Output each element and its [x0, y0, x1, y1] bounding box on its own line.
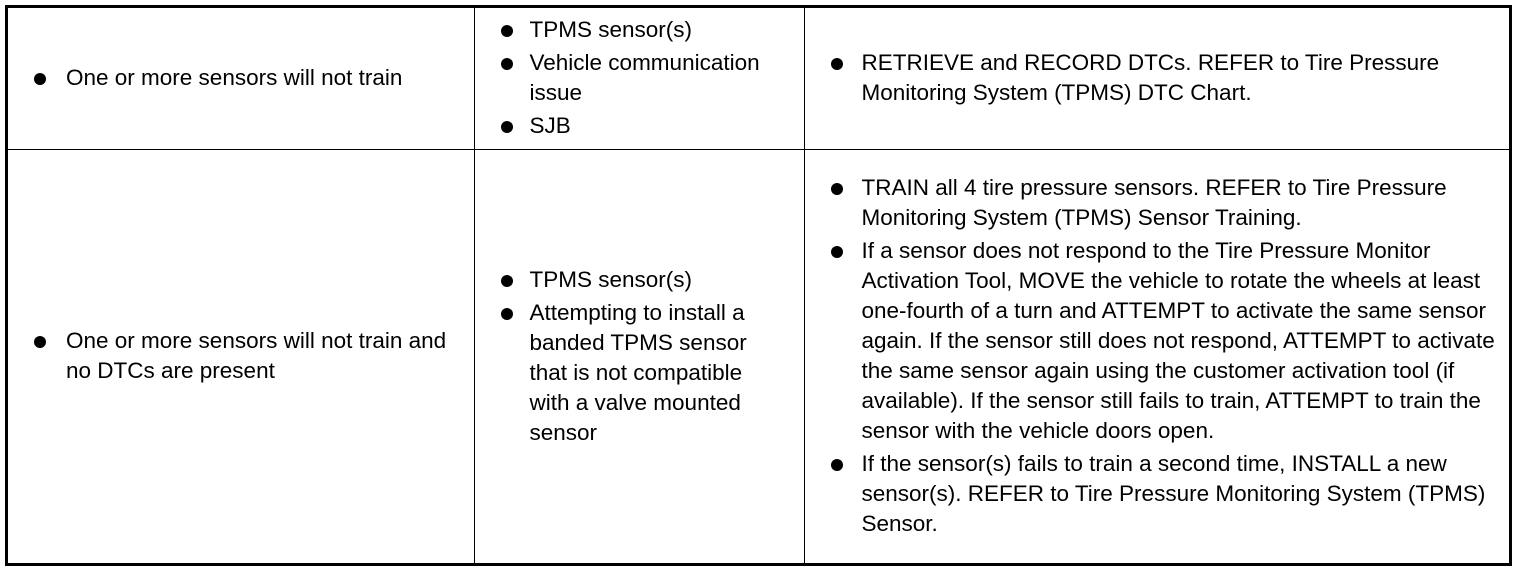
- bullet-icon: [831, 58, 843, 70]
- list-item: [805, 48, 1510, 108]
- source-text: TPMS sensor(s): [529, 17, 693, 43]
- source-text: Attempting to install a banded TPMS sensor that is not compatible with a valve mounted sensor: [529, 299, 747, 445]
- diagnostic-table-frame: [5, 5, 1512, 566]
- list-item: [475, 298, 804, 448]
- source-text: SJB: [529, 113, 571, 139]
- possible-sources-list: [475, 15, 804, 141]
- bullet-icon: [501, 121, 513, 133]
- condition-text: One or more sensors will not train: [66, 65, 403, 91]
- bullet-icon: [831, 459, 843, 471]
- bullet-icon: [501, 25, 513, 37]
- condition-list: [8, 63, 474, 93]
- list-item: [805, 449, 1510, 539]
- list-item: [475, 48, 804, 108]
- action-cell: [804, 8, 1509, 149]
- list-item: [805, 173, 1510, 233]
- action-text: If the sensor(s) fails to train a second time, INSTALL a new sensor(s). REFER to Tire Pressure Monitoring System (TPMS) Sensor.: [861, 451, 1486, 537]
- action-text: RETRIEVE and RECORD DTCs. REFER to Tire Pressure Monitoring System (TPMS) DTC Chart.: [861, 50, 1440, 106]
- list-item: [475, 265, 804, 295]
- list-item: [8, 63, 474, 93]
- source-text: Vehicle communication issue: [529, 50, 760, 106]
- possible-sources-list: [475, 265, 804, 448]
- bullet-icon: [831, 246, 843, 258]
- action-list: [805, 48, 1510, 108]
- condition-cell: [8, 8, 474, 149]
- action-cell: [804, 149, 1509, 563]
- bullet-icon: [501, 58, 513, 70]
- possible-sources-cell: [474, 149, 804, 563]
- bullet-icon: [501, 275, 513, 287]
- bullet-icon: [34, 73, 46, 85]
- condition-cell: [8, 149, 474, 563]
- bullet-icon: [34, 336, 46, 348]
- condition-text: One or more sensors will not train and no DTCs are present: [66, 328, 447, 384]
- condition-list: [8, 326, 474, 386]
- list-item: [805, 236, 1510, 446]
- possible-sources-cell: [474, 8, 804, 149]
- action-list: [805, 173, 1510, 539]
- bullet-icon: [501, 308, 513, 320]
- symptom-chart-table: [8, 8, 1509, 563]
- table-row: [8, 8, 1509, 149]
- bullet-icon: [831, 183, 843, 195]
- source-text: TPMS sensor(s): [529, 266, 693, 292]
- action-text: TRAIN all 4 tire pressure sensors. REFER to Tire Pressure Monitoring System (TPMS) Sensor Training.: [861, 175, 1447, 231]
- action-text: If a sensor does not respond to the Tire Pressure Monitor Activation Tool, MOVE the vehicle to rotate the wheels at least one-fourth of a turn and ATTEMPT to activate the same sensor again. If the sensor still does not respond, ATTEMPT to activate the same sensor again using the customer activation tool (if available). If the sensor still fails to train, ATTEMPT to train the sensor with the vehicle doors open.: [861, 238, 1495, 444]
- table-row: [8, 149, 1509, 563]
- list-item: [475, 111, 804, 141]
- list-item: [8, 326, 474, 386]
- list-item: [475, 15, 804, 45]
